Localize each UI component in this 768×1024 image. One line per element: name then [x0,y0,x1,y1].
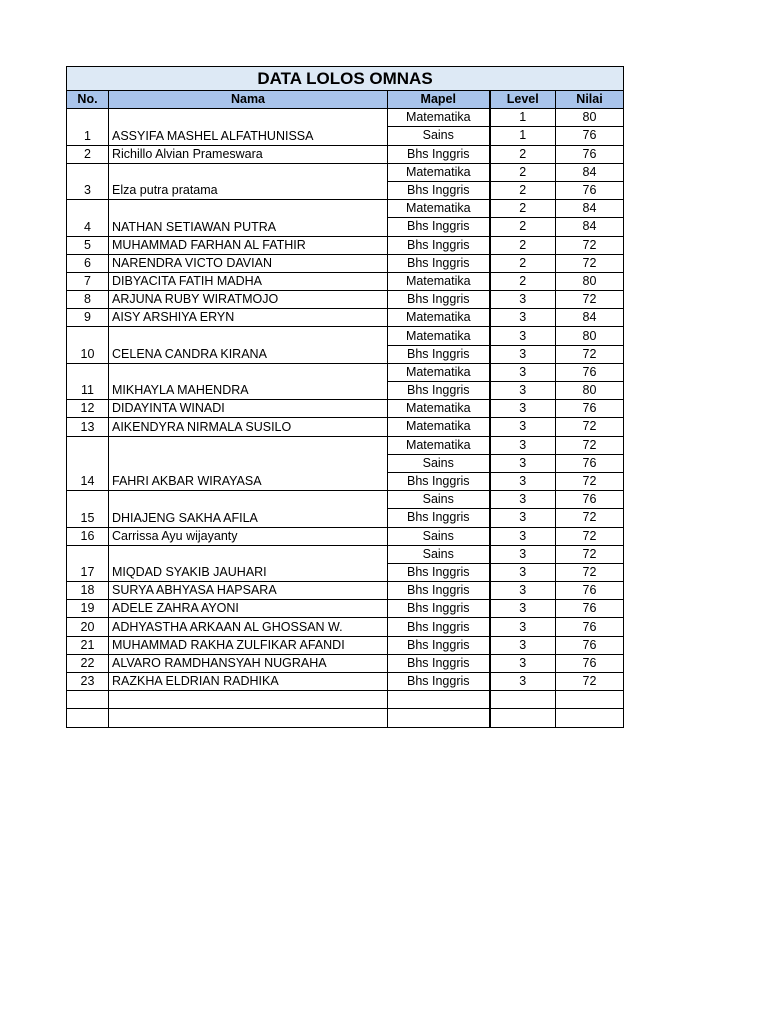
table-row [67,527,624,545]
empty-row [67,691,624,709]
cell-level: 3 [490,582,556,600]
header-nama: Nama [109,91,388,109]
cell-no: 1 [67,109,109,145]
cell-mapel: Sains [388,527,490,545]
cell-level: 3 [490,309,556,327]
cell-no: 18 [67,582,109,600]
cell-nilai: 80 [556,272,624,290]
cell-mapel: Matematika [388,163,490,181]
cell-level: 3 [490,600,556,618]
cell-mapel: Matematika [388,327,490,345]
table-row [67,272,624,290]
cell-nama: MUHAMMAD FARHAN AL FATHIR [109,236,388,254]
cell-no: 13 [67,418,109,436]
cell-no: 2 [67,145,109,163]
header-nilai: Nilai [556,91,624,109]
cell-mapel: Bhs Inggris [388,636,490,654]
cell-nilai: 76 [556,582,624,600]
cell-nama: MIQDAD SYAKIB JAUHARI [109,545,388,581]
cell-nilai: 76 [556,127,624,145]
cell-nilai: 80 [556,382,624,400]
cell-mapel: Bhs Inggris [388,345,490,363]
cell-nilai: 72 [556,527,624,545]
table-row [67,673,624,691]
cell-nilai: 72 [556,291,624,309]
cell-level: 3 [490,454,556,472]
cell-level: 3 [490,382,556,400]
cell-no: 16 [67,527,109,545]
table-row [67,309,624,327]
cell-mapel: Matematika [388,309,490,327]
cell-level: 3 [490,363,556,381]
cell-nama: ADHYASTHA ARKAAN AL GHOSSAN W. [109,618,388,636]
table-row [67,145,624,163]
header-level: Level [490,91,556,109]
cell-no: 8 [67,291,109,309]
empty-cell [490,691,556,709]
cell-no: 19 [67,600,109,618]
cell-no: 17 [67,545,109,581]
cell-nama: NARENDRA VICTO DAVIAN [109,254,388,272]
cell-no: 3 [67,163,109,199]
cell-level: 3 [490,545,556,563]
table-row [67,363,624,381]
table-row [67,654,624,672]
cell-mapel: Bhs Inggris [388,618,490,636]
cell-nama: DHIAJENG SAKHA AFILA [109,491,388,527]
cell-nilai: 76 [556,363,624,381]
cell-no: 5 [67,236,109,254]
cell-mapel: Matematika [388,363,490,381]
cell-nama: ARJUNA RUBY WIRATMOJO [109,291,388,309]
table-row [67,291,624,309]
table-row [67,400,624,418]
cell-nilai: 72 [556,236,624,254]
cell-no: 22 [67,654,109,672]
table-title: DATA LOLOS OMNAS [67,67,624,91]
cell-mapel: Sains [388,454,490,472]
cell-nilai: 72 [556,254,624,272]
table-row [67,109,624,127]
cell-nilai: 76 [556,400,624,418]
cell-nama: DIDAYINTA WINADI [109,400,388,418]
cell-level: 2 [490,254,556,272]
cell-level: 3 [490,345,556,363]
cell-mapel: Matematika [388,200,490,218]
cell-nilai: 84 [556,218,624,236]
cell-nama: Elza putra pratama [109,163,388,199]
table-body [67,109,624,727]
cell-level: 3 [490,418,556,436]
cell-nilai: 76 [556,600,624,618]
cell-level: 3 [490,654,556,672]
cell-nilai: 72 [556,673,624,691]
cell-level: 3 [490,563,556,581]
cell-level: 1 [490,127,556,145]
empty-cell [388,691,490,709]
cell-mapel: Bhs Inggris [388,582,490,600]
table-row [67,491,624,509]
cell-nama: RAZKHA ELDRIAN RADHIKA [109,673,388,691]
cell-nilai: 80 [556,109,624,127]
empty-cell [67,709,109,727]
cell-no: 11 [67,363,109,399]
empty-row [67,709,624,727]
cell-level: 2 [490,200,556,218]
cell-level: 3 [490,636,556,654]
cell-level: 3 [490,400,556,418]
cell-mapel: Bhs Inggris [388,291,490,309]
cell-nilai: 72 [556,509,624,527]
table-row [67,200,624,218]
cell-nama: MUHAMMAD RAKHA ZULFIKAR AFANDI [109,636,388,654]
cell-level: 2 [490,218,556,236]
cell-mapel: Matematika [388,418,490,436]
cell-level: 3 [490,673,556,691]
cell-no: 14 [67,436,109,491]
cell-nilai: 76 [556,454,624,472]
cell-no: 23 [67,673,109,691]
cell-mapel: Sains [388,127,490,145]
cell-nama: NATHAN SETIAWAN PUTRA [109,200,388,236]
cell-level: 2 [490,181,556,199]
cell-nama: ASSYIFA MASHEL ALFATHUNISSA [109,109,388,145]
table-row [67,163,624,181]
cell-nilai: 72 [556,436,624,454]
cell-nilai: 76 [556,636,624,654]
cell-no: 20 [67,618,109,636]
table-row [67,418,624,436]
cell-level: 3 [490,618,556,636]
cell-mapel: Sains [388,545,490,563]
cell-mapel: Bhs Inggris [388,218,490,236]
table-row [67,636,624,654]
cell-no: 4 [67,200,109,236]
cell-level: 3 [490,291,556,309]
cell-level: 3 [490,527,556,545]
empty-cell [67,691,109,709]
empty-cell [556,691,624,709]
cell-level: 3 [490,509,556,527]
cell-nama: CELENA CANDRA KIRANA [109,327,388,363]
table-row [67,236,624,254]
cell-nilai: 80 [556,327,624,345]
empty-cell [109,709,388,727]
cell-no: 15 [67,491,109,527]
cell-nama: FAHRI AKBAR WIRAYASA [109,436,388,491]
table-row [67,600,624,618]
cell-nilai: 72 [556,563,624,581]
cell-mapel: Matematika [388,272,490,290]
cell-nilai: 84 [556,309,624,327]
cell-nama: ADELE ZAHRA AYONI [109,600,388,618]
cell-nama: SURYA ABHYASA HAPSARA [109,582,388,600]
cell-nilai: 76 [556,654,624,672]
cell-nilai: 76 [556,618,624,636]
empty-cell [490,709,556,727]
cell-nama: Carrissa Ayu wijayanty [109,527,388,545]
cell-mapel: Bhs Inggris [388,600,490,618]
table-header-row [67,91,624,109]
cell-nilai: 84 [556,163,624,181]
cell-nilai: 72 [556,472,624,490]
cell-mapel: Bhs Inggris [388,509,490,527]
cell-mapel: Bhs Inggris [388,472,490,490]
cell-level: 2 [490,272,556,290]
cell-no: 12 [67,400,109,418]
cell-level: 1 [490,109,556,127]
cell-no: 10 [67,327,109,363]
cell-nama: AISY ARSHIYA ERYN [109,309,388,327]
cell-level: 3 [490,327,556,345]
omnas-table [66,66,624,728]
cell-nilai: 76 [556,491,624,509]
cell-nilai: 76 [556,181,624,199]
cell-mapel: Bhs Inggris [388,382,490,400]
empty-cell [388,709,490,727]
table-row [67,327,624,345]
cell-mapel: Bhs Inggris [388,254,490,272]
cell-nilai: 72 [556,345,624,363]
table-row [67,582,624,600]
cell-no: 6 [67,254,109,272]
cell-no: 9 [67,309,109,327]
cell-mapel: Matematika [388,109,490,127]
cell-no: 21 [67,636,109,654]
cell-level: 2 [490,163,556,181]
cell-level: 3 [490,491,556,509]
cell-mapel: Bhs Inggris [388,236,490,254]
cell-no: 7 [67,272,109,290]
cell-mapel: Bhs Inggris [388,145,490,163]
cell-nama: Richillo Alvian Prameswara [109,145,388,163]
header-mapel: Mapel [388,91,490,109]
cell-nilai: 76 [556,145,624,163]
cell-mapel: Bhs Inggris [388,563,490,581]
cell-mapel: Matematika [388,400,490,418]
cell-nilai: 84 [556,200,624,218]
cell-mapel: Bhs Inggris [388,654,490,672]
cell-mapel: Bhs Inggris [388,181,490,199]
table-row [67,545,624,563]
cell-nama: MIKHAYLA MAHENDRA [109,363,388,399]
empty-cell [556,709,624,727]
cell-nama: ALVARO RAMDHANSYAH NUGRAHA [109,654,388,672]
cell-nilai: 72 [556,545,624,563]
table-row [67,436,624,454]
cell-mapel: Bhs Inggris [388,673,490,691]
cell-level: 2 [490,145,556,163]
header-no: No. [67,91,109,109]
cell-mapel: Matematika [388,436,490,454]
empty-cell [109,691,388,709]
table-row [67,618,624,636]
cell-nilai: 72 [556,418,624,436]
cell-nama: DIBYACITA FATIH MADHA [109,272,388,290]
table-row [67,254,624,272]
cell-level: 3 [490,472,556,490]
cell-nama: AIKENDYRA NIRMALA SUSILO [109,418,388,436]
cell-level: 3 [490,436,556,454]
cell-mapel: Sains [388,491,490,509]
cell-level: 2 [490,236,556,254]
